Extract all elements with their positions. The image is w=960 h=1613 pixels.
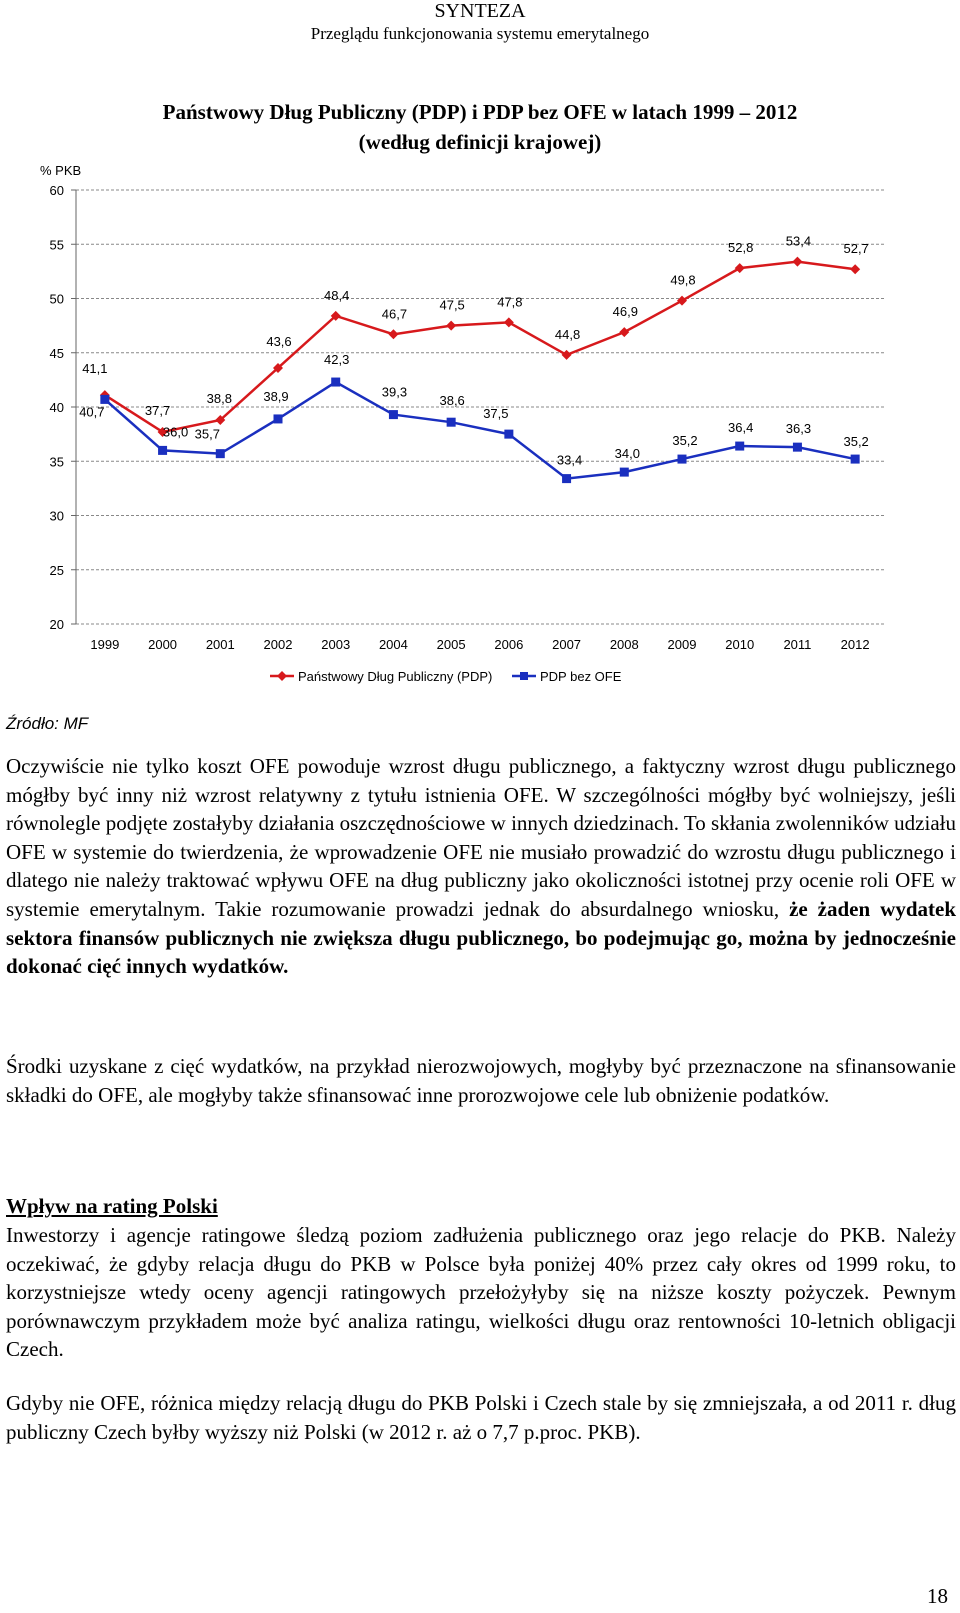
data-point [851, 455, 860, 464]
data-label: 44,8 [554, 326, 581, 342]
paragraph-ofe-debt-bold: że żaden wydatek sektora finansów publicznych nie zwiększa długu publicznego, bo podejmując go, można by jednocześnie dokonać cięć innych wydatków. [6, 896, 956, 979]
data-label: 52,8 [728, 240, 754, 256]
data-point [735, 263, 745, 273]
page-number: 18 [927, 1584, 948, 1608]
y-tick-label: 45 [49, 345, 64, 361]
source-note: Źródło: MF [6, 714, 89, 733]
legend-marker [277, 671, 287, 681]
data-point [793, 443, 802, 452]
x-tick-label: 1999 [90, 637, 120, 652]
y-tick-label: 20 [49, 617, 64, 632]
data-label: 37,5 [483, 406, 509, 422]
data-point [850, 264, 860, 274]
chart-title: Państwowy Dług Publiczny (PDP) i PDP bez OFE w latach 1999 – 2012 [162, 100, 798, 124]
paragraph-ofe-debt [6, 752, 956, 981]
data-label: 34,0 [614, 446, 640, 462]
x-tick-label: 2001 [205, 637, 235, 652]
chart-subtitle: (według definicji krajowej) [358, 130, 602, 154]
data-label: 40,7 [79, 404, 105, 420]
data-label: 43,6 [266, 333, 292, 349]
data-label: 46,7 [381, 306, 408, 322]
data-label: 38,9 [263, 388, 289, 404]
x-tick-label: 2005 [436, 637, 466, 652]
x-tick-label: 2002 [263, 637, 293, 652]
data-point [504, 317, 514, 327]
data-label: 33,4 [556, 452, 583, 468]
x-tick-label: 2008 [609, 637, 639, 652]
data-point [274, 414, 283, 423]
y-tick-label: 60 [49, 183, 64, 198]
data-label: 49,8 [670, 272, 696, 288]
y-tick-label: 55 [49, 237, 64, 253]
data-label: 36,3 [785, 421, 812, 437]
data-point [331, 378, 340, 387]
data-label: 36,4 [728, 420, 754, 436]
data-label: 39,3 [381, 384, 408, 400]
section-heading: Wpływ na rating Polski [6, 1194, 218, 1218]
y-tick-label: 40 [49, 400, 64, 415]
x-tick-label: 2000 [148, 637, 178, 652]
data-label: 38,6 [439, 393, 465, 409]
paragraph-czech: Gdyby nie OFE, różnica między relacją długu do PKB Polski i Czech stale by się zmniejszała, a od 2011 r. dług publiczny Czech byłby wyższy niż Polski (w 2012 r. aż o 7,7 p.proc. PKB). [6, 1391, 956, 1444]
data-label: 35,2 [672, 433, 698, 449]
legend-label: Państwowy Dług Publiczny (PDP) [298, 669, 493, 684]
data-point [792, 257, 802, 267]
data-point [504, 430, 513, 439]
data-label: 37,7 [144, 402, 171, 418]
data-label: 42,3 [324, 352, 350, 368]
data-point [620, 468, 629, 477]
data-label: 52,7 [843, 241, 869, 257]
data-point [677, 296, 687, 306]
data-point [388, 329, 398, 339]
x-tick-label: 2007 [552, 637, 582, 652]
x-tick-label: 2010 [725, 637, 755, 652]
x-tick-label: 2004 [378, 637, 408, 652]
legend-marker [520, 672, 528, 680]
data-point [389, 410, 398, 419]
y-axis-label: % PKB [40, 163, 82, 178]
x-tick-label: 2006 [494, 637, 524, 652]
y-tick-label: 35 [49, 454, 64, 470]
paragraph-ofe-debt-text: Oczywiście nie tylko koszt OFE powoduje wzrost długu publicznego, a faktyczny wzrost długu publicznego mógłby być inny niż wzrost relatywny z tytułu istnienia OFE. W szczególności mógłby być wolniejszy, jeśli równolegle podjęte zostałyby działania oszczędnościowe w innych dziedzinach. To skłania zwolenników udziału OFE w systemie do twierdzenia, że wprowadzenie OFE nie musiało prowadzić do wzrostu długu publicznego i dlatego nie należy traktować wpływu OFE na dług publiczny jako okoliczności istotnej przy ocenie roli OFE w systemie emerytalnym. Takie rozumowanie prowadzi jednak do absurdalnego wniosku, [6, 754, 956, 921]
debt-line-chart [0, 90, 960, 700]
data-label: 41,1 [82, 361, 108, 377]
series-line [105, 262, 855, 432]
y-tick-label: 30 [49, 508, 64, 524]
x-tick-label: 2003 [321, 637, 351, 652]
data-label: 36,0 [162, 424, 189, 440]
header-subtitle: Przeglądu funkcjonowania systemu emerytalnego [310, 24, 650, 43]
data-label: 46,9 [612, 304, 638, 320]
data-point [678, 455, 687, 464]
y-tick-label: 25 [49, 562, 64, 578]
data-label: 35,7 [194, 426, 220, 442]
y-tick-label: 50 [49, 291, 64, 307]
paragraph-rating: Inwestorzy i agencje ratingowe śledzą poziom zadłużenia publicznego oraz jego relacje do PKB. Należy oczekiwać, że gdyby relacja długu do PKB w Polsce była poniżej 40% przez cały okres od 1999 roku, to korzystniejsze wtedy oceny agencji ratingowych przełożyłyby się na niższe koszty pożyczek. Pewnym porównawczym przykładem może być analiza ratingu, wielkości długu oraz rentowności 10-letnich obligacji Czech. [6, 1223, 956, 1362]
data-point [158, 446, 167, 455]
data-label: 38,8 [206, 391, 232, 407]
x-tick-label: 2012 [840, 637, 870, 652]
legend-label: PDP bez OFE [540, 669, 622, 684]
data-point [100, 395, 109, 404]
data-point [562, 350, 572, 360]
data-point [562, 474, 571, 483]
x-tick-label: 2009 [667, 637, 697, 652]
data-label: 35,2 [843, 434, 869, 450]
paragraph-savings: Środki uzyskane z cięć wydatków, na przykład nierozwojowych, mogłyby być przeznaczone na sfinansowanie składki do OFE, ale mogłyby także sfinansować inne prorozwojowe cele lub obniżenie podatków. [6, 1054, 956, 1107]
data-point [216, 449, 225, 458]
data-label: 47,8 [497, 294, 523, 310]
data-point [619, 327, 629, 337]
data-point [446, 321, 456, 331]
data-point [735, 442, 744, 451]
x-tick-label: 2011 [783, 637, 812, 652]
data-label: 47,5 [439, 297, 465, 313]
header-title: SYNTEZA [434, 0, 526, 22]
data-point [447, 418, 456, 427]
data-label: 53,4 [785, 233, 812, 249]
data-label: 48,4 [324, 287, 350, 303]
